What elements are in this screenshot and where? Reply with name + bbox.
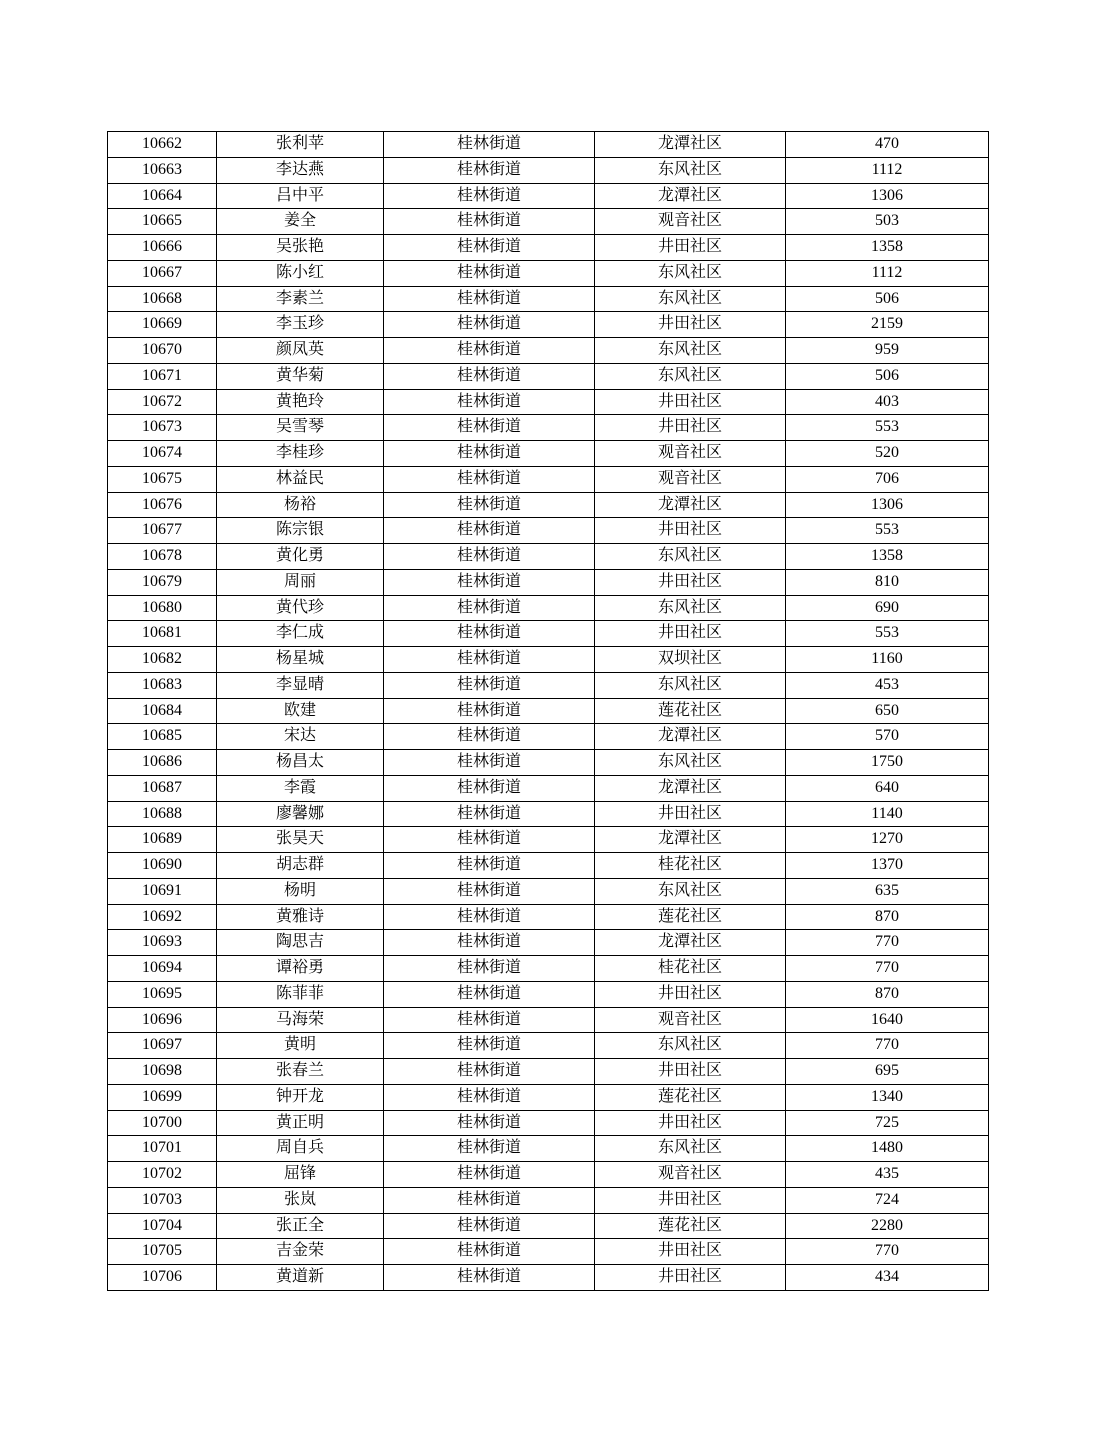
cell-value: 1306 [786,492,989,518]
cell-street: 桂林街道 [384,750,595,776]
cell-name: 吉金荣 [217,1239,384,1265]
cell-community: 观音社区 [595,1007,786,1033]
cell-name: 廖馨娜 [217,801,384,827]
table-row [108,801,989,827]
cell-community: 东风社区 [595,544,786,570]
cell-street: 桂林街道 [384,1033,595,1059]
cell-community: 井田社区 [595,1265,786,1291]
cell-value: 870 [786,904,989,930]
cell-id: 10687 [108,775,217,801]
table-row [108,827,989,853]
cell-community: 莲花社区 [595,698,786,724]
table-row [108,132,989,158]
cell-street: 桂林街道 [384,312,595,338]
table-row [108,1007,989,1033]
cell-id: 10705 [108,1239,217,1265]
cell-community: 龙潭社区 [595,930,786,956]
cell-community: 井田社区 [595,1059,786,1085]
cell-id: 10703 [108,1187,217,1213]
cell-id: 10689 [108,827,217,853]
cell-street: 桂林街道 [384,286,595,312]
table-row [108,1136,989,1162]
cell-street: 桂林街道 [384,492,595,518]
cell-id: 10685 [108,724,217,750]
cell-name: 李素兰 [217,286,384,312]
table-row [108,157,989,183]
cell-name: 杨明 [217,878,384,904]
cell-value: 553 [786,518,989,544]
cell-value: 635 [786,878,989,904]
cell-street: 桂林街道 [384,981,595,1007]
cell-street: 桂林街道 [384,724,595,750]
cell-id: 10677 [108,518,217,544]
table-row [108,724,989,750]
cell-id: 10704 [108,1213,217,1239]
table-row [108,621,989,647]
table-row [108,930,989,956]
table-row [108,209,989,235]
table-row [108,1059,989,1085]
cell-community: 观音社区 [595,466,786,492]
cell-name: 杨昌太 [217,750,384,776]
table-row [108,647,989,673]
cell-id: 10663 [108,157,217,183]
table-row [108,544,989,570]
cell-id: 10694 [108,956,217,982]
cell-community: 井田社区 [595,1187,786,1213]
cell-id: 10698 [108,1059,217,1085]
cell-street: 桂林街道 [384,132,595,158]
cell-id: 10681 [108,621,217,647]
cell-name: 吴张艳 [217,235,384,261]
cell-name: 屈锋 [217,1162,384,1188]
cell-street: 桂林街道 [384,157,595,183]
cell-street: 桂林街道 [384,235,595,261]
cell-value: 1306 [786,183,989,209]
cell-id: 10686 [108,750,217,776]
cell-community: 东风社区 [595,878,786,904]
cell-community: 井田社区 [595,569,786,595]
table-row [108,312,989,338]
cell-value: 640 [786,775,989,801]
cell-value: 1140 [786,801,989,827]
cell-name: 周自兵 [217,1136,384,1162]
cell-value: 453 [786,672,989,698]
cell-id: 10675 [108,466,217,492]
table-row [108,1187,989,1213]
cell-id: 10670 [108,338,217,364]
table-row [108,878,989,904]
cell-name: 杨星城 [217,647,384,673]
cell-community: 龙潭社区 [595,827,786,853]
cell-name: 钟开龙 [217,1084,384,1110]
cell-value: 470 [786,132,989,158]
table-row [108,1213,989,1239]
table-row [108,338,989,364]
cell-street: 桂林街道 [384,1136,595,1162]
cell-community: 莲花社区 [595,904,786,930]
cell-name: 吴雪琴 [217,415,384,441]
cell-street: 桂林街道 [384,569,595,595]
cell-street: 桂林街道 [384,338,595,364]
table-row [108,775,989,801]
cell-name: 黄代珍 [217,595,384,621]
cell-id: 10679 [108,569,217,595]
cell-street: 桂林街道 [384,827,595,853]
cell-value: 570 [786,724,989,750]
cell-street: 桂林街道 [384,775,595,801]
cell-community: 井田社区 [595,518,786,544]
cell-street: 桂林街道 [384,930,595,956]
cell-id: 10682 [108,647,217,673]
cell-value: 435 [786,1162,989,1188]
cell-value: 506 [786,363,989,389]
cell-name: 黄正明 [217,1110,384,1136]
table-row [108,518,989,544]
cell-value: 520 [786,441,989,467]
cell-name: 李霞 [217,775,384,801]
cell-value: 1480 [786,1136,989,1162]
cell-name: 姜全 [217,209,384,235]
cell-name: 胡志群 [217,853,384,879]
cell-street: 桂林街道 [384,853,595,879]
cell-name: 李桂珍 [217,441,384,467]
cell-id: 10691 [108,878,217,904]
cell-name: 颜凤英 [217,338,384,364]
cell-community: 井田社区 [595,981,786,1007]
cell-name: 陈小红 [217,260,384,286]
cell-name: 李仁成 [217,621,384,647]
cell-community: 观音社区 [595,441,786,467]
cell-value: 1358 [786,544,989,570]
cell-name: 杨裕 [217,492,384,518]
cell-id: 10665 [108,209,217,235]
table-row [108,698,989,724]
cell-street: 桂林街道 [384,260,595,286]
cell-value: 1358 [786,235,989,261]
cell-id: 10668 [108,286,217,312]
cell-name: 欧建 [217,698,384,724]
cell-name: 黄道新 [217,1265,384,1291]
cell-street: 桂林街道 [384,878,595,904]
cell-value: 695 [786,1059,989,1085]
table-row [108,1033,989,1059]
cell-value: 1640 [786,1007,989,1033]
cell-value: 810 [786,569,989,595]
cell-community: 井田社区 [595,312,786,338]
cell-street: 桂林街道 [384,1213,595,1239]
table-row [108,904,989,930]
cell-street: 桂林街道 [384,672,595,698]
table-row [108,750,989,776]
table-row [108,235,989,261]
cell-value: 503 [786,209,989,235]
cell-street: 桂林街道 [384,544,595,570]
cell-value: 403 [786,389,989,415]
cell-id: 10701 [108,1136,217,1162]
cell-name: 张岚 [217,1187,384,1213]
table-row [108,492,989,518]
cell-community: 观音社区 [595,1162,786,1188]
cell-street: 桂林街道 [384,1007,595,1033]
table-row [108,363,989,389]
cell-id: 10696 [108,1007,217,1033]
cell-name: 黄雅诗 [217,904,384,930]
cell-name: 张正全 [217,1213,384,1239]
cell-street: 桂林街道 [384,621,595,647]
cell-value: 770 [786,956,989,982]
table-row [108,1084,989,1110]
cell-community: 东风社区 [595,286,786,312]
cell-street: 桂林街道 [384,801,595,827]
cell-name: 张春兰 [217,1059,384,1085]
cell-community: 观音社区 [595,209,786,235]
cell-value: 725 [786,1110,989,1136]
table-row [108,286,989,312]
cell-name: 陈菲菲 [217,981,384,1007]
cell-value: 1160 [786,647,989,673]
cell-id: 10697 [108,1033,217,1059]
cell-community: 龙潭社区 [595,132,786,158]
cell-value: 724 [786,1187,989,1213]
cell-street: 桂林街道 [384,956,595,982]
cell-street: 桂林街道 [384,904,595,930]
cell-id: 10676 [108,492,217,518]
cell-name: 李达燕 [217,157,384,183]
cell-community: 东风社区 [595,672,786,698]
cell-street: 桂林街道 [384,209,595,235]
cell-community: 东风社区 [595,260,786,286]
cell-community: 莲花社区 [595,1084,786,1110]
cell-community: 东风社区 [595,750,786,776]
cell-community: 井田社区 [595,389,786,415]
cell-name: 张利苹 [217,132,384,158]
cell-id: 10683 [108,672,217,698]
cell-community: 井田社区 [595,1239,786,1265]
records-table-body [108,132,989,1291]
cell-id: 10680 [108,595,217,621]
cell-id: 10692 [108,904,217,930]
cell-name: 周丽 [217,569,384,595]
table-row [108,1265,989,1291]
cell-id: 10671 [108,363,217,389]
table-row [108,466,989,492]
cell-id: 10688 [108,801,217,827]
cell-id: 10699 [108,1084,217,1110]
cell-id: 10672 [108,389,217,415]
cell-value: 553 [786,415,989,441]
cell-id: 10684 [108,698,217,724]
cell-id: 10666 [108,235,217,261]
table-row [108,672,989,698]
cell-value: 1750 [786,750,989,776]
cell-community: 井田社区 [595,415,786,441]
cell-name: 马海荣 [217,1007,384,1033]
cell-name: 黄化勇 [217,544,384,570]
records-table [107,131,989,1291]
cell-value: 690 [786,595,989,621]
cell-id: 10693 [108,930,217,956]
cell-id: 10700 [108,1110,217,1136]
cell-id: 10690 [108,853,217,879]
table-row [108,389,989,415]
cell-name: 陶思吉 [217,930,384,956]
cell-street: 桂林街道 [384,363,595,389]
cell-id: 10702 [108,1162,217,1188]
cell-community: 井田社区 [595,801,786,827]
cell-name: 李玉珍 [217,312,384,338]
table-row [108,853,989,879]
cell-street: 桂林街道 [384,518,595,544]
cell-value: 1370 [786,853,989,879]
table-row [108,1110,989,1136]
cell-community: 龙潭社区 [595,775,786,801]
cell-community: 桂花社区 [595,956,786,982]
cell-street: 桂林街道 [384,441,595,467]
cell-community: 东风社区 [595,1136,786,1162]
cell-community: 桂花社区 [595,853,786,879]
cell-community: 东风社区 [595,157,786,183]
cell-value: 2159 [786,312,989,338]
cell-community: 井田社区 [595,1110,786,1136]
cell-community: 双坝社区 [595,647,786,673]
cell-name: 张昊天 [217,827,384,853]
cell-street: 桂林街道 [384,1265,595,1291]
cell-name: 陈宗银 [217,518,384,544]
cell-id: 10662 [108,132,217,158]
cell-name: 李显晴 [217,672,384,698]
cell-street: 桂林街道 [384,183,595,209]
cell-street: 桂林街道 [384,1239,595,1265]
cell-street: 桂林街道 [384,389,595,415]
table-row [108,595,989,621]
cell-value: 706 [786,466,989,492]
table-row [108,569,989,595]
cell-community: 龙潭社区 [595,183,786,209]
cell-community: 龙潭社区 [595,492,786,518]
cell-street: 桂林街道 [384,1187,595,1213]
table-row [108,183,989,209]
cell-street: 桂林街道 [384,1059,595,1085]
table-row [108,981,989,1007]
cell-name: 黄明 [217,1033,384,1059]
cell-name: 吕中平 [217,183,384,209]
cell-id: 10706 [108,1265,217,1291]
cell-id: 10669 [108,312,217,338]
cell-community: 莲花社区 [595,1213,786,1239]
cell-value: 870 [786,981,989,1007]
cell-street: 桂林街道 [384,647,595,673]
cell-value: 1340 [786,1084,989,1110]
cell-id: 10667 [108,260,217,286]
table-row [108,260,989,286]
cell-value: 506 [786,286,989,312]
cell-id: 10674 [108,441,217,467]
cell-value: 770 [786,1033,989,1059]
cell-community: 龙潭社区 [595,724,786,750]
cell-id: 10664 [108,183,217,209]
cell-community: 井田社区 [595,621,786,647]
cell-value: 959 [786,338,989,364]
cell-community: 东风社区 [595,595,786,621]
table-row [108,1162,989,1188]
table-row [108,956,989,982]
cell-id: 10673 [108,415,217,441]
cell-id: 10695 [108,981,217,1007]
cell-street: 桂林街道 [384,595,595,621]
cell-name: 谭裕勇 [217,956,384,982]
cell-id: 10678 [108,544,217,570]
cell-value: 1112 [786,260,989,286]
table-row [108,441,989,467]
cell-street: 桂林街道 [384,415,595,441]
table-row [108,1239,989,1265]
cell-value: 434 [786,1265,989,1291]
cell-community: 东风社区 [595,338,786,364]
cell-street: 桂林街道 [384,698,595,724]
cell-value: 770 [786,930,989,956]
cell-community: 东风社区 [595,1033,786,1059]
cell-name: 黄艳玲 [217,389,384,415]
cell-value: 770 [786,1239,989,1265]
cell-value: 553 [786,621,989,647]
cell-value: 1112 [786,157,989,183]
cell-name: 黄华菊 [217,363,384,389]
cell-value: 2280 [786,1213,989,1239]
cell-name: 宋达 [217,724,384,750]
table-row [108,415,989,441]
cell-value: 650 [786,698,989,724]
cell-value: 1270 [786,827,989,853]
cell-street: 桂林街道 [384,1162,595,1188]
cell-community: 东风社区 [595,363,786,389]
cell-street: 桂林街道 [384,1084,595,1110]
cell-community: 井田社区 [595,235,786,261]
cell-name: 林益民 [217,466,384,492]
cell-street: 桂林街道 [384,1110,595,1136]
cell-street: 桂林街道 [384,466,595,492]
